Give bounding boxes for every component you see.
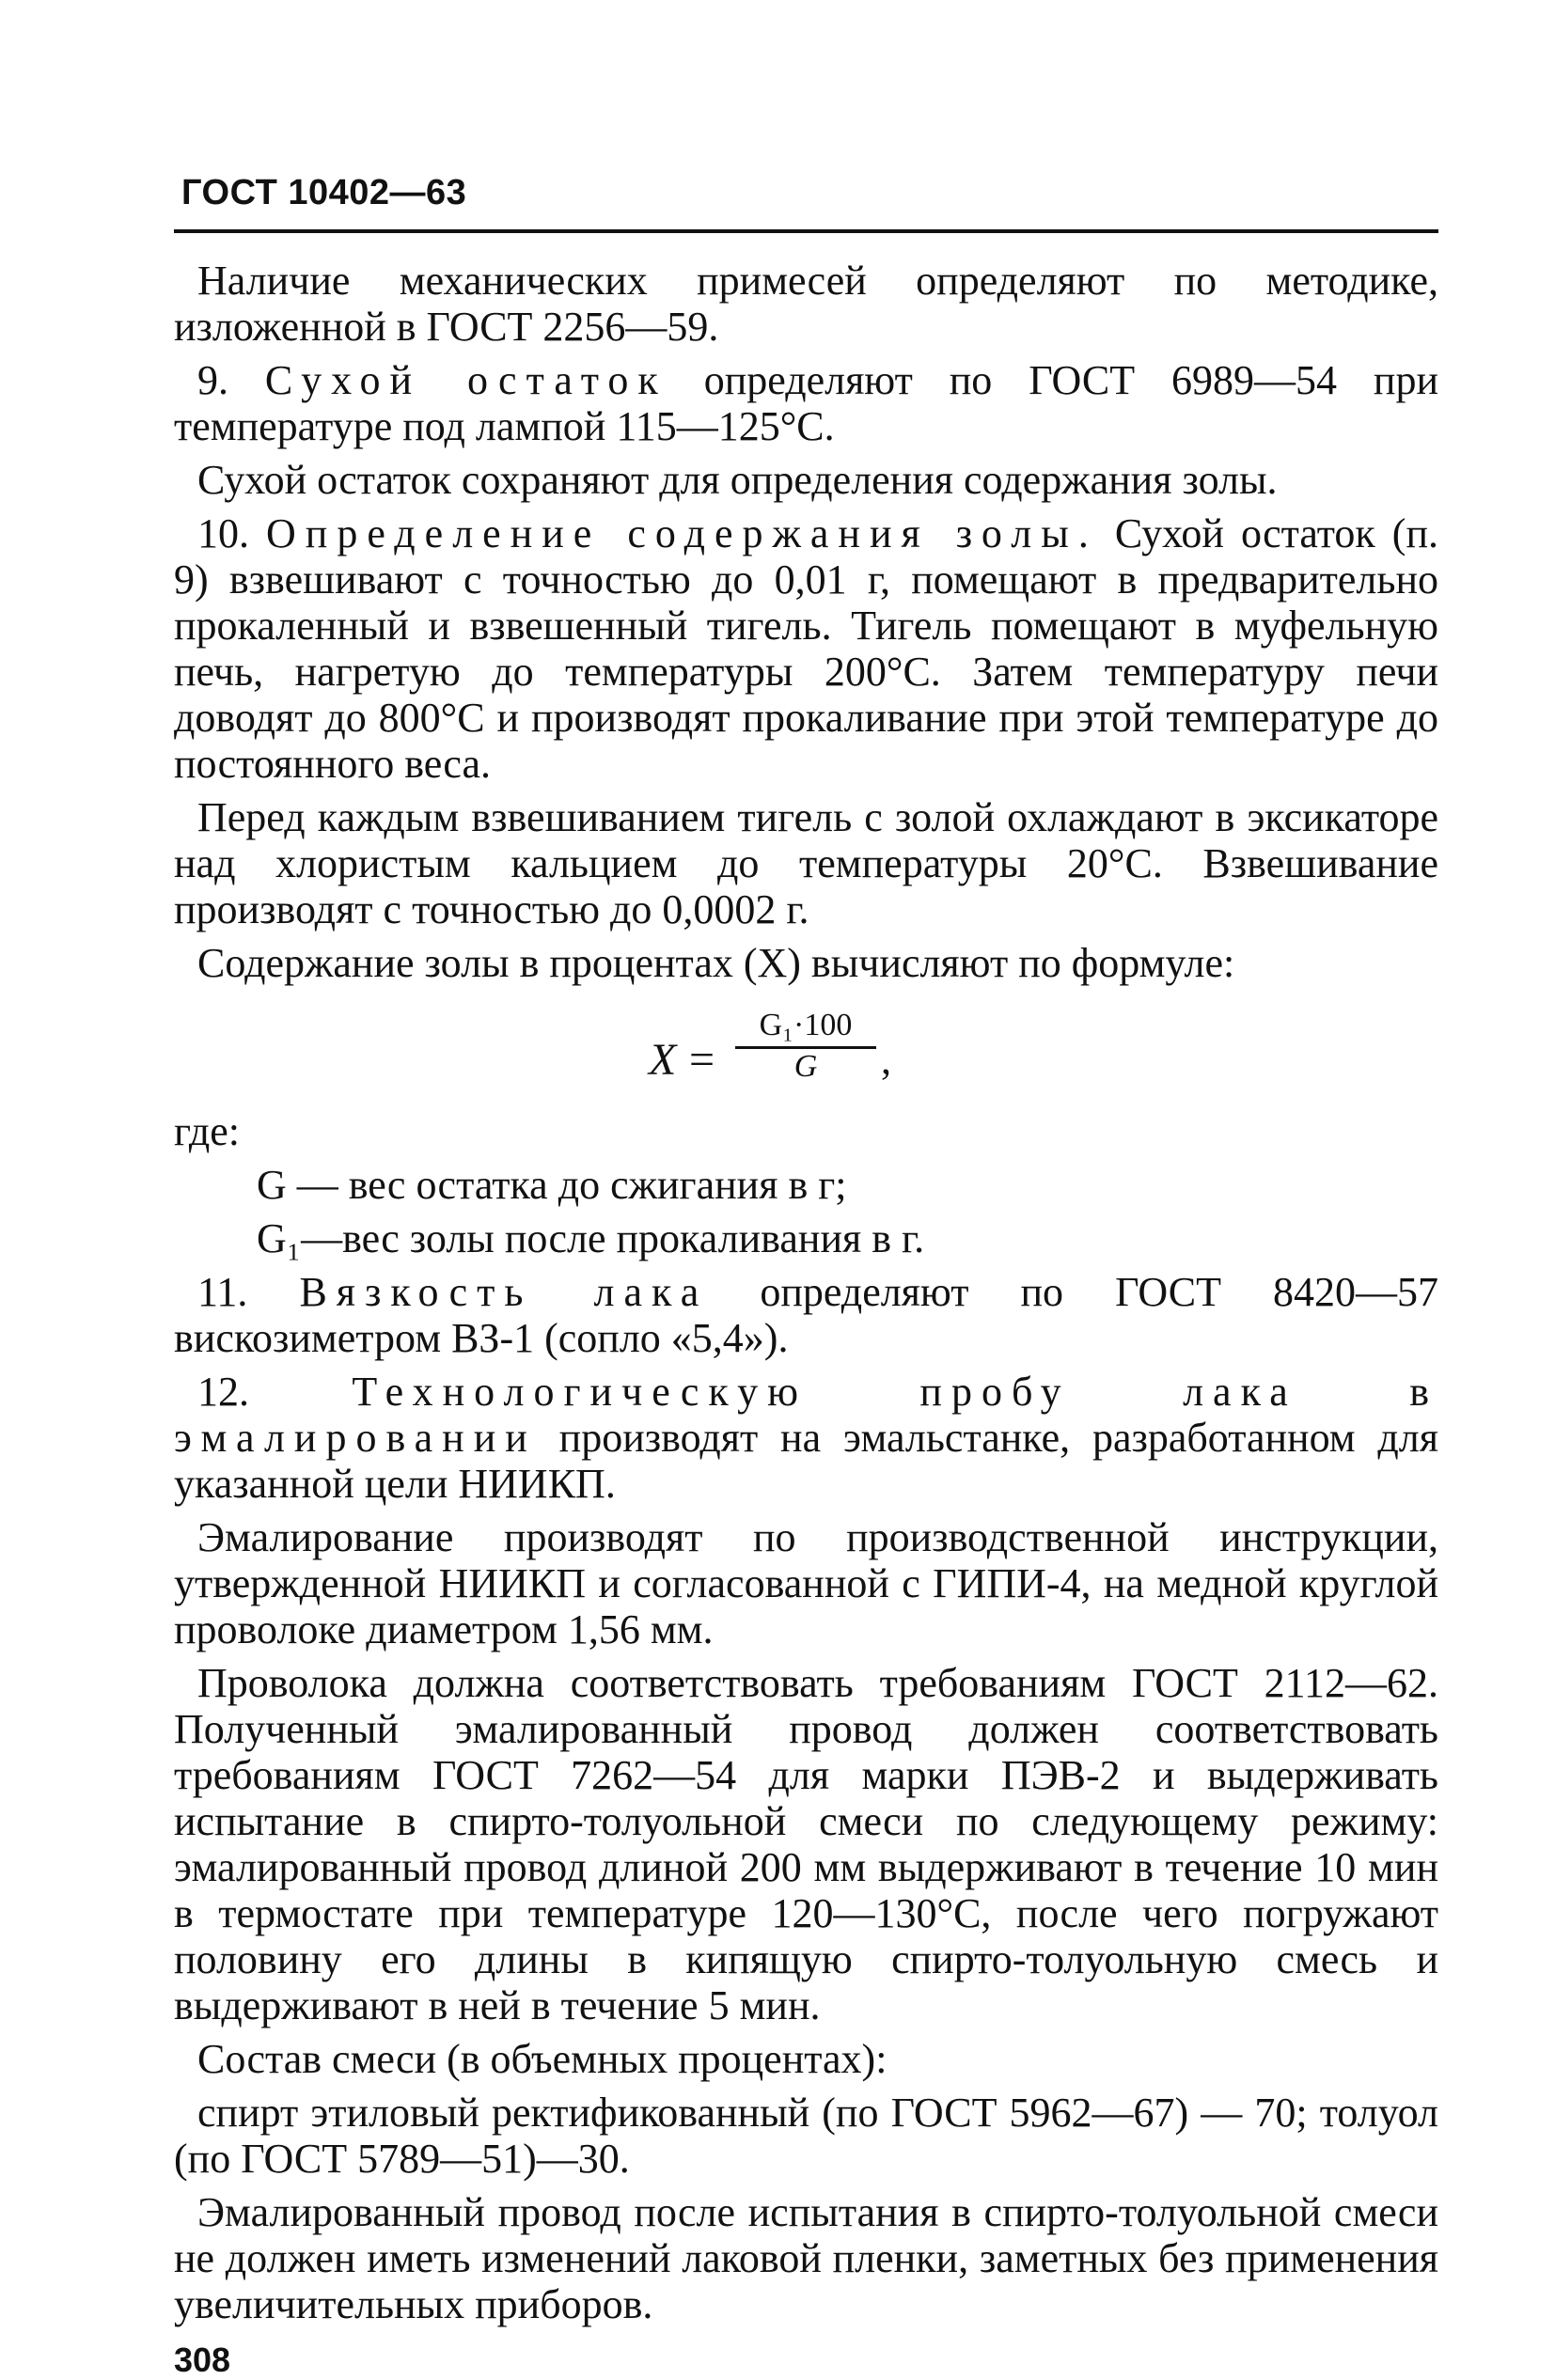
paragraph-test-result: Эмалированный провод после испытания в спирто-толуольной смеси не должен иметь изменений лаковой пленки, заметных без применения увеличительных приборов. <box>174 2189 1438 2327</box>
item-text: определяют по ГОСТ 8420—57 вискозиметром ВЗ-1 (сопло «5,4»). <box>174 1269 1439 1361</box>
paragraph-wire-requirements: Проволока должна соответствовать требованиям ГОСТ 2112—62. Полученный эмалированный провод должен соответствовать требованиям ГОСТ 7262—54 для марки ПЭВ-2 и выдерживать испытание в спирто-толуольной смеси по следующему режиму: эмалированный провод длиной 200 мм выдерживают в течение 10 мин в термостате при температуре 120—130°С, после чего погружают половину его длины в кипящую спирто-толуольную смесь и выдерживают в ней в течение 5 мин. <box>174 1660 1438 2028</box>
paragraph-item-10 <box>174 510 1438 787</box>
item-heading: Технологическую пробу лака в эмалировании <box>174 1369 1438 1461</box>
document-body <box>174 258 1438 2327</box>
paragraph-mixture-heading: Состав смеси (в объемных процентах): <box>197 2036 887 2082</box>
formula-numerator: G₁·100 <box>735 1007 876 1049</box>
where-label: где: <box>174 1108 240 1154</box>
definition-g: G — вес остатка до сжигания в г; <box>257 1162 847 1208</box>
item-number: 9. <box>197 357 228 403</box>
item-heading: Вязкость лака <box>299 1269 709 1315</box>
item-number: 11. <box>197 1269 248 1315</box>
formula-lhs: X <box>649 1035 677 1085</box>
formula-equals: = <box>689 1035 715 1085</box>
item-text: определяют по ГОСТ 6989—54 при температуре под лампой 115—125°С. <box>174 357 1439 449</box>
paragraph-item-11 <box>174 1269 1438 1361</box>
formula-denominator: G <box>793 1049 818 1084</box>
item-number: 10. <box>197 510 249 556</box>
paragraph-formula-intro: Содержание золы в процентах (X) вычисляют по формуле: <box>197 940 1235 986</box>
item-text: производят на эмальстанке, разработанном для указанной цели НИИКП. <box>174 1415 1439 1507</box>
paragraph-item-9 <box>174 357 1438 449</box>
paragraph-enameling: Эмалирование производят по производственной инструкции, утвержденной НИИКП и согласованной с ГИПИ-4, на медной круглой проволоке диаметром 1,56 мм. <box>174 1514 1438 1652</box>
formula-comma: , <box>881 1037 891 1083</box>
paragraph-dry-residue: Сухой остаток сохраняют для определения содержания золы. <box>197 457 1278 503</box>
paragraph-item-12 <box>174 1369 1438 1507</box>
formula-fraction <box>735 1007 876 1085</box>
header-rule <box>174 229 1438 233</box>
item-text: Сухой остаток (п. 9) взвешивают с точностью до 0,01 г, помещают в предварительно прокаленный и взвешенный тигель. Тигель помещают в муфельную печь, нагретую до температуры 200°С. Затем температуру печи доводят до 800°С и производят прокаливание при этой температуре до постоянного веса. <box>174 510 1439 787</box>
ash-content-formula <box>174 994 1438 1106</box>
page-number: 308 <box>174 2341 231 2379</box>
item-heading: Определение содержания золы. <box>266 510 1098 556</box>
formula-definitions <box>174 1162 1438 1261</box>
document-page <box>174 169 1438 2380</box>
definition-g1: G₁—вес золы после прокаливания в г. <box>257 1215 925 1261</box>
document-header: ГОСТ 10402—63 <box>181 173 467 212</box>
paragraph-mixture-composition: спирт этиловый ректификованный (по ГОСТ 5962—67) — 70; толуол (по ГОСТ 5789—51)—30. <box>174 2090 1438 2182</box>
paragraph-weighing: Перед каждым взвешиванием тигель с золой охлаждают в эксикаторе над хлористым кальцием до температуры 20°С. Взвешивание производят с точностью до 0,0002 г. <box>174 794 1438 932</box>
item-heading: Сухой остаток <box>264 357 668 403</box>
item-number: 12. <box>197 1369 249 1415</box>
paragraph-impurities: Наличие механических примесей определяют по методике, изложенной в ГОСТ 2256—59. <box>174 258 1438 350</box>
